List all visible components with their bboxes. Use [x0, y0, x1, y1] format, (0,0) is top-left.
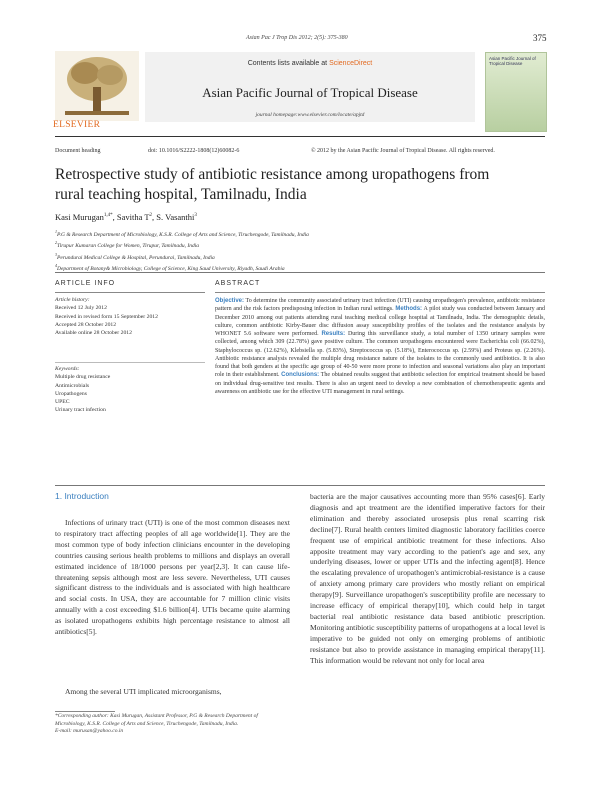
keyword: Antimicrobials — [55, 382, 90, 389]
author-list: Kasi Murugan$^{1,4*}$, Savitha $T^2$, S. Vasanthi$^3$ — [55, 212, 197, 222]
article-history — [55, 296, 205, 337]
history-item: Available online 28 October 2012 — [55, 330, 132, 337]
methods-label: Methods: — [395, 306, 423, 313]
footnote-rule — [55, 711, 115, 712]
journal-cover-image — [485, 52, 547, 132]
introduction-heading: 1. Introduction — [55, 491, 109, 501]
intro-left-column-cont: Among the several UTI implicated microorganisms, — [65, 687, 222, 696]
doi[interactable]: doi: 10.1016/S2222-1808(12)60082-6 — [148, 148, 240, 154]
contents-line — [145, 60, 475, 67]
author-sup: 1,4* — [103, 213, 113, 219]
journal-homepage[interactable]: journal homepage:www.elsevier.com/locate/apjtd — [255, 112, 365, 118]
header-rule — [55, 136, 545, 137]
objective-label: Objective: — [215, 298, 245, 304]
affiliation: $^1$P.G & Research Department of Microbiology, K.S.R. College of Arts and Science, Tiruchengode, Tamilnadu, India — [55, 229, 309, 238]
article-title — [55, 165, 555, 205]
objective-text: To determine the community associated urinary tract infection (UTI) causing uropathogen's prevalence, antibiotic resistance pattern and the risk factors predisposing infection in Indian rural settings. — [215, 298, 545, 313]
cover-title: Asian Pacific Journal of Tropical Disease — [489, 56, 536, 66]
keyword: UPEC — [55, 399, 70, 406]
author-name: Kasi Murugan — [55, 212, 104, 222]
keyword: Multiple drug resistance — [55, 374, 111, 381]
keywords — [55, 365, 205, 415]
abstract-end-rule — [55, 485, 545, 486]
intro-left-column: Infections of urinary tract (UTI) is one of the most common diseases next to respiratory tract affecting peoples of all age worldwide[1]. They are the most common type of body infection clinicians encounter in the developing countries causing serious health problems to millions and displays an overall estimated incidence of 18/1000 persons per year[2,3]. It can cause life-threatening sepsis although most are less severe. Nevertheless, UTI causes significant distress to the individuals and is associated with high healthcare and social costs. In USA, they are accountable for 7 million clinic visits annually with a cost exceeding $1.6 billion[4]. UTIs became quite alarming as isolated uropathogens exhibits high percentage resistance to almost all antibiotics[5]. — [55, 518, 290, 637]
article-info-rule — [55, 292, 205, 293]
keywords-label: Keywords: — [55, 366, 80, 372]
author-email[interactable]: E-mail: murusan@yahoo.co.in — [55, 728, 124, 735]
affiliation: $^3$Perundurai Medical College & Hospital, Perundurai, Tamilnadu, India — [55, 251, 215, 261]
history-label: Article history: — [55, 297, 90, 303]
history-item: Received in revised form 15 September 2012 — [55, 313, 158, 320]
conclusions-label: Conclusions: — [281, 372, 320, 379]
journal-title: Asian Pacific Journal of Tropical Disease — [202, 85, 418, 100]
section-rule — [55, 272, 545, 273]
corresponding-author: *Corresponding author: Kasi Murugan, Assistant Professor, P.G & Research Department of Microbiology, K.S.R. College of Arts and Science, Tiruchengode, Tamilnadu, India. — [55, 713, 258, 727]
abstract-heading: ABSTRACT — [215, 280, 261, 287]
page-number: 375 — [533, 33, 547, 43]
affiliation: $^4$Department of Botany& Microbiology, College of Science, King Saud University, Riyadh, Saudi Arabia — [55, 263, 285, 273]
abstract-body — [215, 297, 545, 396]
author-name: S. Vasanthi — [156, 212, 195, 222]
title-line-1: Retrospective study of antibiotic resistance among uropathogens from — [55, 166, 490, 183]
intro-right-column: bacteria are the major causatives accounting more than 95% cases[6]. Early diagnosis and apt treatment are the identified imperative factors for their elimination and thereby associated urosepsis plus renal scarring risk decline[7]. Rural health centers limited diagnostic laboratory facilities coerce frequent use of empirical antibiotic treatment for these infections. Also apposite treatment may vary according to the patient's age and sex, any underlying diseases, lower or upper UTIs and the infecting agent[8]. Hence the escalating prevalence of uropathogen's antimicrobial-resistance is a cause of anxiety among primary care providers who mostly reliant on empirical therapy[9]. Surveillance uropathogen's susceptibility profile are necessary to increase efficacy of empirical therapy[10], which could help in target bacterial real antibiotic resistance data based antibiotic prescription. Monitoring antibiotic susceptibility patterns of uropathogens at a local level is imperative to be guided not only on emerging problems of antibiotic resistance but also to provide assistance in managing empirical therapy[11]. This information would be relevant not only for local area — [310, 492, 545, 665]
history-item: Received 12 July 2012 — [55, 305, 107, 312]
affiliation: $^2$Tirupur Kumaran College for Women, Tirupur, Tamilnadu, India — [55, 240, 200, 250]
history-item: Accepted 28 October 2012 — [55, 321, 117, 328]
abstract-rule — [215, 292, 545, 293]
article-info-heading: ARTICLE INFO — [55, 280, 116, 287]
keyword: Uropathogens — [55, 390, 87, 397]
results-text: During this surveillance study, a total number of 1350 urinary samples were collected, among which 309 (22.78%) gave positive culture. The common uropathogens encountered were Escherichia coli (66.02%), Staphylococcus sp. (12.62%), Klebsiella sp. (5.83%), Streptococcus sp. (5.18%), Enterococcus sp. (2.59%) and Proteus sp. (2.26%). Antibiotic resistance analysis revealed the multiple drug resistance nature of the isolates to the commonly used antibiotics. It is also found that both genders at the specific age group of 40-50 were more prone to infection and seasonal variations also play an important role in their establishment. — [215, 331, 546, 379]
sciencedirect-link[interactable]: ScienceDirect — [329, 60, 373, 67]
methods-text: A pilot study was conducted between January and December 2010 among out patients attending rural teaching medical college hospital at Tamilnadu, India. The demographic details, culture, common antibiotic Kirby-Bauer disc diffusion assay susceptibility profiles of the isolates and the resistance analysis by WHONET 5.6 software were performed. — [215, 306, 545, 337]
author-sup: 3 — [194, 213, 197, 219]
affiliations — [55, 228, 555, 274]
conclusions-text: The obtained results suggest that antibiotic selection for empirical treatment should be based on individual drug-sensitive test results. There is also an urgent need to develop a new combination of chemotherapeutic agents and awareness on antibiotic use for the effective UTI management in rural settings. — [215, 372, 545, 395]
elsevier-tree-logo — [55, 51, 139, 121]
doc-type: Document heading — [55, 148, 101, 154]
publisher-name: ELSEVIER — [53, 120, 101, 130]
footnote — [55, 713, 290, 736]
author-sup: 2 — [149, 213, 153, 219]
author-name: Savitha T — [116, 212, 150, 222]
journal-reference: Asian Pac J Trop Dis 2012; 2(5): 375-380 — [246, 35, 348, 41]
title-line-2: rural teaching hospital, Tamilnadu, India — [55, 186, 307, 203]
keyword: Urinary tract infection — [55, 407, 106, 414]
results-label: Results: — [321, 331, 346, 337]
copyright: © 2012 by the Asian Pacific Journal of Tropical Disease. All rights reserved. — [311, 148, 495, 154]
keywords-rule — [55, 362, 205, 363]
contents-prefix: Contents lists available at — [247, 60, 330, 67]
